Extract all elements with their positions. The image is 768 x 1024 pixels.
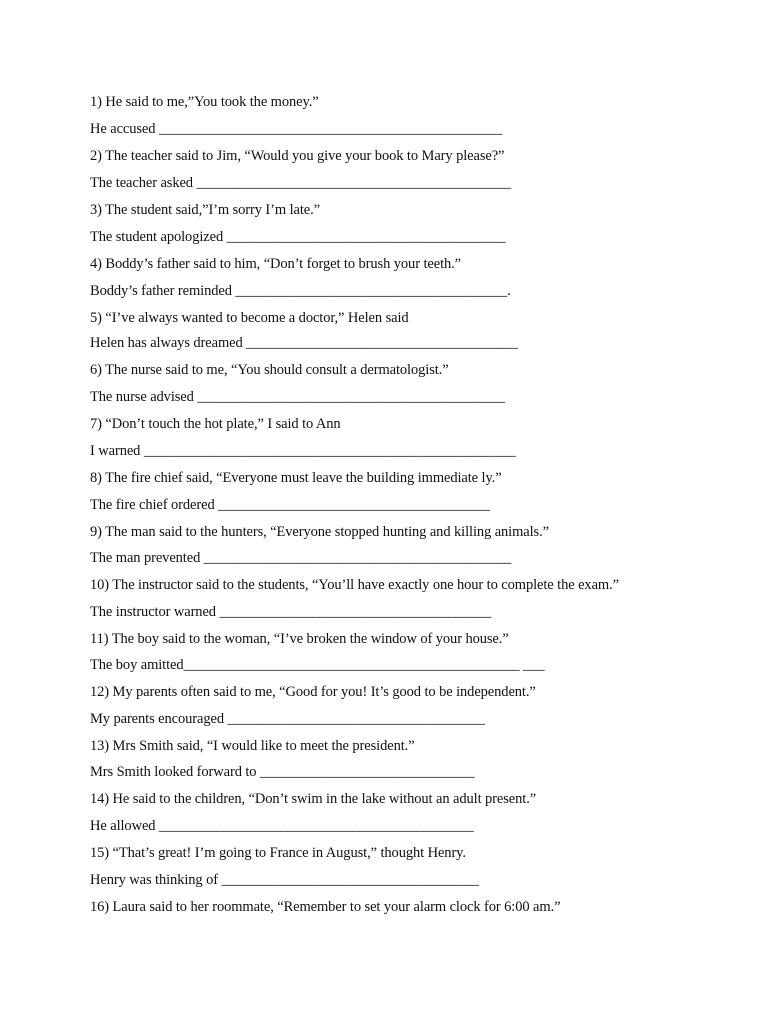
answer-1: He accused ________________________________________________ <box>90 121 503 137</box>
answer-2: The teacher asked ____________________________________________ <box>90 175 512 191</box>
answer-13: Mrs Smith looked forward to ______________________________ <box>90 764 475 780</box>
question-10: 10) The instructor said to the students, “You’ll have exactly one hour to complete the exam.” <box>90 577 619 593</box>
answer-8: The fire chief ordered ______________________________________ <box>90 497 490 513</box>
answer-5: Helen has always dreamed ______________________________________ <box>90 335 518 351</box>
question-2: 2) The teacher said to Jim, “Would you give your book to Mary please?” <box>90 148 505 164</box>
question-5: 5) “I’ve always wanted to become a doctor,” Helen said <box>90 310 409 326</box>
question-15: 15) “That’s great! I’m going to France in August,” thought Henry. <box>90 845 466 861</box>
answer-14: He allowed ____________________________________________ <box>90 818 474 834</box>
question-3: 3) The student said,”I’m sorry I’m late.” <box>90 202 320 218</box>
answer-7: I warned ____________________________________________________ <box>90 443 516 459</box>
answer-15: Henry was thinking of ____________________________________ <box>90 872 479 888</box>
answer-3: The student apologized _______________________________________ <box>90 229 506 245</box>
question-6: 6) The nurse said to me, “You should consult a dermatologist.” <box>90 362 449 378</box>
question-9: 9) The man said to the hunters, “Everyone stopped hunting and killing animals.” <box>90 524 549 540</box>
question-12: 12) My parents often said to me, “Good for you! It’s good to be independent.” <box>90 684 536 700</box>
answer-10: The instructor warned ______________________________________ <box>90 604 492 620</box>
question-1: 1) He said to me,”You took the money.” <box>90 94 319 110</box>
answer-12: My parents encouraged ____________________________________ <box>90 711 485 727</box>
question-16: 16) Laura said to her roommate, “Remember to set your alarm clock for 6:00 am.” <box>90 899 561 915</box>
answer-6: The nurse advised ___________________________________________ <box>90 389 505 405</box>
answer-11: The boy amitted_______________________________________________ ___ <box>90 657 545 673</box>
answer-9: The man prevented ___________________________________________ <box>90 550 512 566</box>
question-4: 4) Boddy’s father said to him, “Don’t forget to brush your teeth.” <box>90 256 462 272</box>
question-8: 8) The fire chief said, “Everyone must leave the building immediate ly.” <box>90 470 502 486</box>
question-14: 14) He said to the children, “Don’t swim in the lake without an adult present.” <box>90 791 537 807</box>
question-11: 11) The boy said to the woman, “I’ve broken the window of your house.” <box>90 631 509 647</box>
question-13: 13) Mrs Smith said, “I would like to meet the president.” <box>90 738 415 754</box>
answer-4: Boddy’s father reminded ______________________________________. <box>90 283 511 299</box>
question-7: 7) “Don’t touch the hot plate,” I said to Ann <box>90 416 341 432</box>
